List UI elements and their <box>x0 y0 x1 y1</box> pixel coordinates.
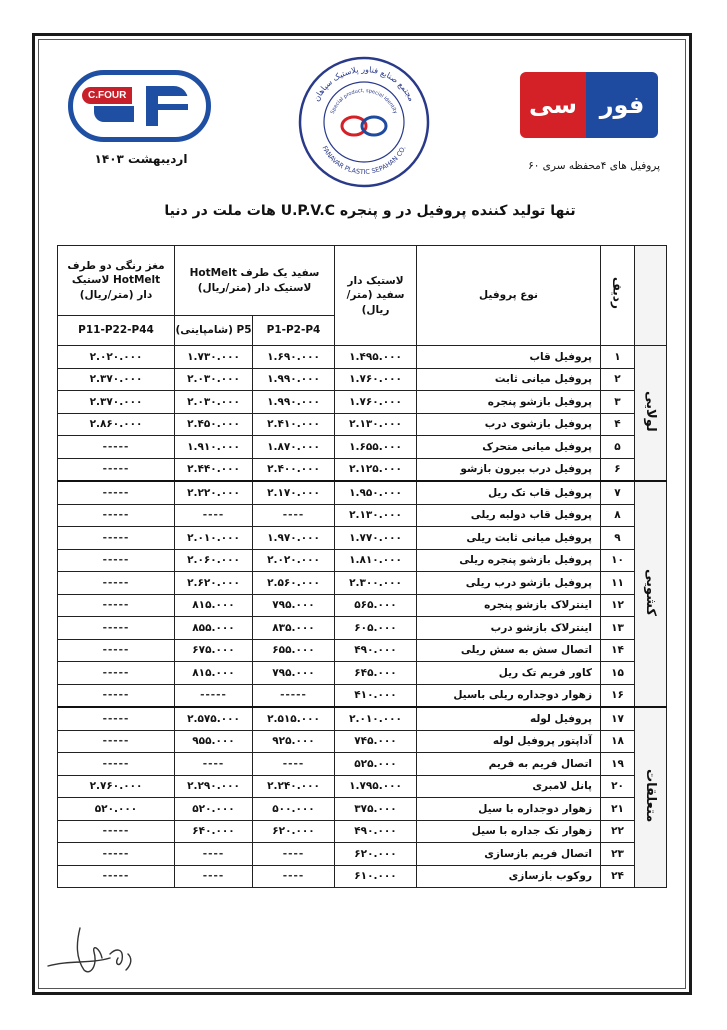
price-white: ۴۹۰.۰۰۰ <box>335 820 417 843</box>
price-p5: ---- <box>175 753 253 776</box>
price-p5: ۱.۹۱۰.۰۰۰ <box>175 436 253 459</box>
row-number: ۹ <box>601 527 635 550</box>
header-p1p2p4: P1-P2-P4 <box>253 316 335 346</box>
price-p11: ----- <box>58 436 175 459</box>
price-p11: ----- <box>58 639 175 662</box>
price-p1p2p4: ۵۰۰.۰۰۰ <box>253 798 335 821</box>
price-p11: ----- <box>58 458 175 481</box>
profile-name: پروفیل لوله <box>417 707 601 730</box>
table-row <box>58 391 667 414</box>
profile-name: اینترلاک بازشو پنجره <box>417 594 601 617</box>
header-profile-type: نوع پروفیل <box>417 246 601 346</box>
row-number: ۱۷ <box>601 707 635 730</box>
row-number: ۱۸ <box>601 730 635 753</box>
price-p5: ۲.۰۳۰.۰۰۰ <box>175 391 253 414</box>
price-white: ۱.۷۹۵.۰۰۰ <box>335 775 417 798</box>
price-p1p2p4: ۸۳۵.۰۰۰ <box>253 617 335 640</box>
row-number: ۸ <box>601 504 635 527</box>
profile-name: پروفیل درب بیرون بازشو <box>417 458 601 481</box>
price-white: ۱.۶۵۵.۰۰۰ <box>335 436 417 459</box>
price-p11: ----- <box>58 481 175 504</box>
price-white: ۴۱۰.۰۰۰ <box>335 684 417 707</box>
price-p1p2p4: ۱.۸۷۰.۰۰۰ <box>253 436 335 459</box>
cfour-logo-f-shape <box>146 86 188 126</box>
cfour-logo-c-bar <box>94 106 134 122</box>
profile-name: کاور فریم تک ریل <box>417 662 601 685</box>
price-white: ۵۶۵.۰۰۰ <box>335 594 417 617</box>
price-white: ۲.۰۱۰.۰۰۰ <box>335 707 417 730</box>
price-p1p2p4: ۶۵۵.۰۰۰ <box>253 639 335 662</box>
header-group <box>635 246 667 346</box>
document-date: اردیبهشت ۱۴۰۳ <box>94 152 188 166</box>
header-two-side: مغز رنگی دو طرف HotMelt لاستیک دار (متر/ریال) <box>58 246 175 316</box>
price-white: ۶۱۰.۰۰۰ <box>335 865 417 888</box>
price-p1p2p4: ۱.۶۹۰.۰۰۰ <box>253 346 335 369</box>
price-p5: ۵۲۰.۰۰۰ <box>175 798 253 821</box>
price-p11: ----- <box>58 684 175 707</box>
profile-name: پروفیل بازشو درب ریلی <box>417 572 601 595</box>
price-p11: ۲.۷۶۰.۰۰۰ <box>58 775 175 798</box>
table-row <box>58 865 667 888</box>
seal-bottom-text: FANAVAR PLASTIC SEPAHAN CO. <box>320 144 408 177</box>
sifour-logo-blue: فور <box>586 72 658 138</box>
price-p5: ۶۷۵.۰۰۰ <box>175 639 253 662</box>
price-p11: ----- <box>58 865 175 888</box>
price-p1p2p4: ۱.۹۹۰.۰۰۰ <box>253 368 335 391</box>
profile-name: پروفیل قاب دولبه ریلی <box>417 504 601 527</box>
row-number: ۱۹ <box>601 753 635 776</box>
table-row <box>58 368 667 391</box>
profile-name: روکوب بازسازی <box>417 865 601 888</box>
price-white: ۱.۹۵۰.۰۰۰ <box>335 481 417 504</box>
row-number: ۳ <box>601 391 635 414</box>
price-p5: ۱.۷۳۰.۰۰۰ <box>175 346 253 369</box>
table-row <box>58 346 667 369</box>
profile-name: پروفیل قاب <box>417 346 601 369</box>
profile-name: پروفیل بازشوی درب <box>417 413 601 436</box>
price-white: ۵۲۵.۰۰۰ <box>335 753 417 776</box>
price-p5: ---- <box>175 865 253 888</box>
row-number: ۱۵ <box>601 662 635 685</box>
price-white: ۱.۷۶۰.۰۰۰ <box>335 368 417 391</box>
row-number: ۱۰ <box>601 549 635 572</box>
profile-name: اتصال فریم بازسازی <box>417 843 601 866</box>
price-white: ۲.۱۳۰.۰۰۰ <box>335 504 417 527</box>
profile-name: زهوار دوجداره با سیل <box>417 798 601 821</box>
price-p1p2p4: ۷۹۵.۰۰۰ <box>253 594 335 617</box>
row-number: ۴ <box>601 413 635 436</box>
price-white: ۲.۱۳۰.۰۰۰ <box>335 413 417 436</box>
header-row-number: ردیف <box>601 246 635 346</box>
signature-drawing <box>40 918 150 980</box>
row-number: ۱۴ <box>601 639 635 662</box>
group-label: متعلقات <box>643 769 658 823</box>
profile-name: پروفیل بازشو پنجره ریلی <box>417 549 601 572</box>
price-table <box>57 245 667 888</box>
table-row <box>58 662 667 685</box>
seal-top-text: مجتمع صنایع فناور پلاستیک سپاهان <box>311 64 417 103</box>
price-p5: ۲.۴۴۰.۰۰۰ <box>175 458 253 481</box>
row-number: ۲۳ <box>601 843 635 866</box>
profile-name: اینترلاک بازشو درب <box>417 617 601 640</box>
price-p11: ۲.۳۷۰.۰۰۰ <box>58 368 175 391</box>
table-row <box>58 639 667 662</box>
price-p5: ۲.۲۹۰.۰۰۰ <box>175 775 253 798</box>
table-row <box>58 730 667 753</box>
price-p11: ----- <box>58 549 175 572</box>
table-row <box>58 617 667 640</box>
price-white: ۲.۱۲۵.۰۰۰ <box>335 458 417 481</box>
price-white: ۱.۸۱۰.۰۰۰ <box>335 549 417 572</box>
price-p5: ---- <box>175 504 253 527</box>
price-p11: ----- <box>58 730 175 753</box>
price-p5: ۲.۴۵۰.۰۰۰ <box>175 413 253 436</box>
table-row <box>58 753 667 776</box>
row-number: ۱۳ <box>601 617 635 640</box>
price-white: ۶۴۵.۰۰۰ <box>335 662 417 685</box>
price-white: ۳۷۵.۰۰۰ <box>335 798 417 821</box>
price-p11: ----- <box>58 617 175 640</box>
price-p5: ۸۱۵.۰۰۰ <box>175 662 253 685</box>
row-number: ۷ <box>601 481 635 504</box>
price-p1p2p4: ---- <box>253 753 335 776</box>
table-row <box>58 594 667 617</box>
row-number: ۱ <box>601 346 635 369</box>
table-row <box>58 436 667 459</box>
header-p5: P5 (شامپاینی) <box>175 316 253 346</box>
profile-name: زهوار دوجداره ریلی باسیل <box>417 684 601 707</box>
price-white: ۱.۷۷۰.۰۰۰ <box>335 527 417 550</box>
cfour-logo <box>68 70 211 142</box>
price-p5: ۲.۵۷۵.۰۰۰ <box>175 707 253 730</box>
price-p5: ۶۴۰.۰۰۰ <box>175 820 253 843</box>
profile-name: زهوار تک جداره با سیل <box>417 820 601 843</box>
price-p11: ----- <box>58 527 175 550</box>
price-p1p2p4: ۲.۴۱۰.۰۰۰ <box>253 413 335 436</box>
table-row <box>58 504 667 527</box>
group-label: لولایی <box>643 391 658 432</box>
profile-name: اتصال سش به سش ریلی <box>417 639 601 662</box>
sifour-logo-red: سی <box>520 72 586 138</box>
profile-name: پانل لامبری <box>417 775 601 798</box>
price-white: ۱.۴۹۵.۰۰۰ <box>335 346 417 369</box>
table-row <box>58 458 667 481</box>
price-p11: ----- <box>58 572 175 595</box>
row-number: ۲ <box>601 368 635 391</box>
price-white: ۲.۳۰۰.۰۰۰ <box>335 572 417 595</box>
seal-slogan-text: Special product, special identity <box>329 87 399 115</box>
price-p5: ۸۱۵.۰۰۰ <box>175 594 253 617</box>
price-p5: ۲.۰۶۰.۰۰۰ <box>175 549 253 572</box>
table-row <box>58 684 667 707</box>
price-p1p2p4: ۷۹۵.۰۰۰ <box>253 662 335 685</box>
price-p5: ۲.۲۲۰.۰۰۰ <box>175 481 253 504</box>
group-label-cell <box>635 481 667 707</box>
price-white: ۷۴۵.۰۰۰ <box>335 730 417 753</box>
price-white: ۱.۷۶۰.۰۰۰ <box>335 391 417 414</box>
group-label-cell <box>635 707 667 888</box>
table-row <box>58 775 667 798</box>
price-p1p2p4: ۶۲۰.۰۰۰ <box>253 820 335 843</box>
price-p11: ----- <box>58 594 175 617</box>
header-one-side: سفید یک طرف HotMelt لاستیک دار (متر/ریال) <box>175 246 335 316</box>
profile-name: پروفیل میانی متحرک <box>417 436 601 459</box>
price-p1p2p4: ۹۲۵.۰۰۰ <box>253 730 335 753</box>
row-number: ۲۱ <box>601 798 635 821</box>
table-row <box>58 481 667 504</box>
price-p1p2p4: ۲.۰۲۰.۰۰۰ <box>253 549 335 572</box>
table-row <box>58 820 667 843</box>
row-number: ۱۶ <box>601 684 635 707</box>
price-p5: ۸۵۵.۰۰۰ <box>175 617 253 640</box>
price-p1p2p4: ۱.۹۷۰.۰۰۰ <box>253 527 335 550</box>
price-p1p2p4: ---- <box>253 843 335 866</box>
profile-name: پروفیل میانی ثابت <box>417 368 601 391</box>
price-p1p2p4: ۲.۴۰۰.۰۰۰ <box>253 458 335 481</box>
page-headline: تنها تولید کننده پروفیل در و پنجره U.P.V.C هات ملت در دنیا <box>164 203 576 219</box>
price-p11: ----- <box>58 504 175 527</box>
price-p5: ۲.۶۲۰.۰۰۰ <box>175 572 253 595</box>
table-row <box>58 527 667 550</box>
price-p5: ----- <box>175 684 253 707</box>
company-seal <box>296 54 432 190</box>
profile-name: پروفیل قاب تک ریل <box>417 481 601 504</box>
row-number: ۲۰ <box>601 775 635 798</box>
cfour-logo-ring <box>68 70 211 142</box>
row-number: ۵ <box>601 436 635 459</box>
group-label: کشویی <box>643 569 658 616</box>
price-p1p2p4: ---- <box>253 865 335 888</box>
price-p5: ۲.۰۱۰.۰۰۰ <box>175 527 253 550</box>
price-p5: ۹۵۵.۰۰۰ <box>175 730 253 753</box>
group-label-cell <box>635 346 667 482</box>
table-row <box>58 707 667 730</box>
price-p5: ---- <box>175 843 253 866</box>
price-p11: ----- <box>58 753 175 776</box>
price-p5: ۲.۰۳۰.۰۰۰ <box>175 368 253 391</box>
price-p1p2p4: ۲.۵۱۵.۰۰۰ <box>253 707 335 730</box>
price-p1p2p4: ۲.۲۴۰.۰۰۰ <box>253 775 335 798</box>
price-p11: ----- <box>58 843 175 866</box>
cfour-logo-text: C.FOUR <box>82 87 132 104</box>
price-p11: ----- <box>58 820 175 843</box>
price-white: ۶۲۰.۰۰۰ <box>335 843 417 866</box>
header-p11: P11-P22-P44 <box>58 316 175 346</box>
table-row <box>58 798 667 821</box>
header-white: لاستیک دار سفید (متر/ریال) <box>335 246 417 346</box>
row-number: ۶ <box>601 458 635 481</box>
price-p1p2p4: ---- <box>253 504 335 527</box>
price-p11: ۵۲۰.۰۰۰ <box>58 798 175 821</box>
price-p11: ۲.۰۲۰.۰۰۰ <box>58 346 175 369</box>
row-number: ۱۲ <box>601 594 635 617</box>
series-caption: پروفیل های ۴محفظه سری ۶۰ <box>528 160 660 172</box>
profile-name: آداپتور پروفیل لوله <box>417 730 601 753</box>
table-row <box>58 413 667 436</box>
table-row <box>58 843 667 866</box>
price-p11: ۲.۸۶۰.۰۰۰ <box>58 413 175 436</box>
price-white: ۶۰۵.۰۰۰ <box>335 617 417 640</box>
price-p1p2p4: ۲.۵۶۰.۰۰۰ <box>253 572 335 595</box>
price-p1p2p4: ۲.۱۷۰.۰۰۰ <box>253 481 335 504</box>
price-white: ۴۹۰.۰۰۰ <box>335 639 417 662</box>
price-p1p2p4: ۱.۹۹۰.۰۰۰ <box>253 391 335 414</box>
row-number: ۲۴ <box>601 865 635 888</box>
price-p1p2p4: ----- <box>253 684 335 707</box>
price-p11: ----- <box>58 707 175 730</box>
sifour-logo <box>520 72 658 138</box>
row-number: ۲۲ <box>601 820 635 843</box>
table-row <box>58 572 667 595</box>
price-p11: ۲.۳۷۰.۰۰۰ <box>58 391 175 414</box>
profile-name: پروفیل بازشو پنجره <box>417 391 601 414</box>
profile-name: پروفیل میانی ثابت ریلی <box>417 527 601 550</box>
price-p11: ----- <box>58 662 175 685</box>
table-row <box>58 549 667 572</box>
row-number: ۱۱ <box>601 572 635 595</box>
profile-name: اتصال فریم به فریم <box>417 753 601 776</box>
